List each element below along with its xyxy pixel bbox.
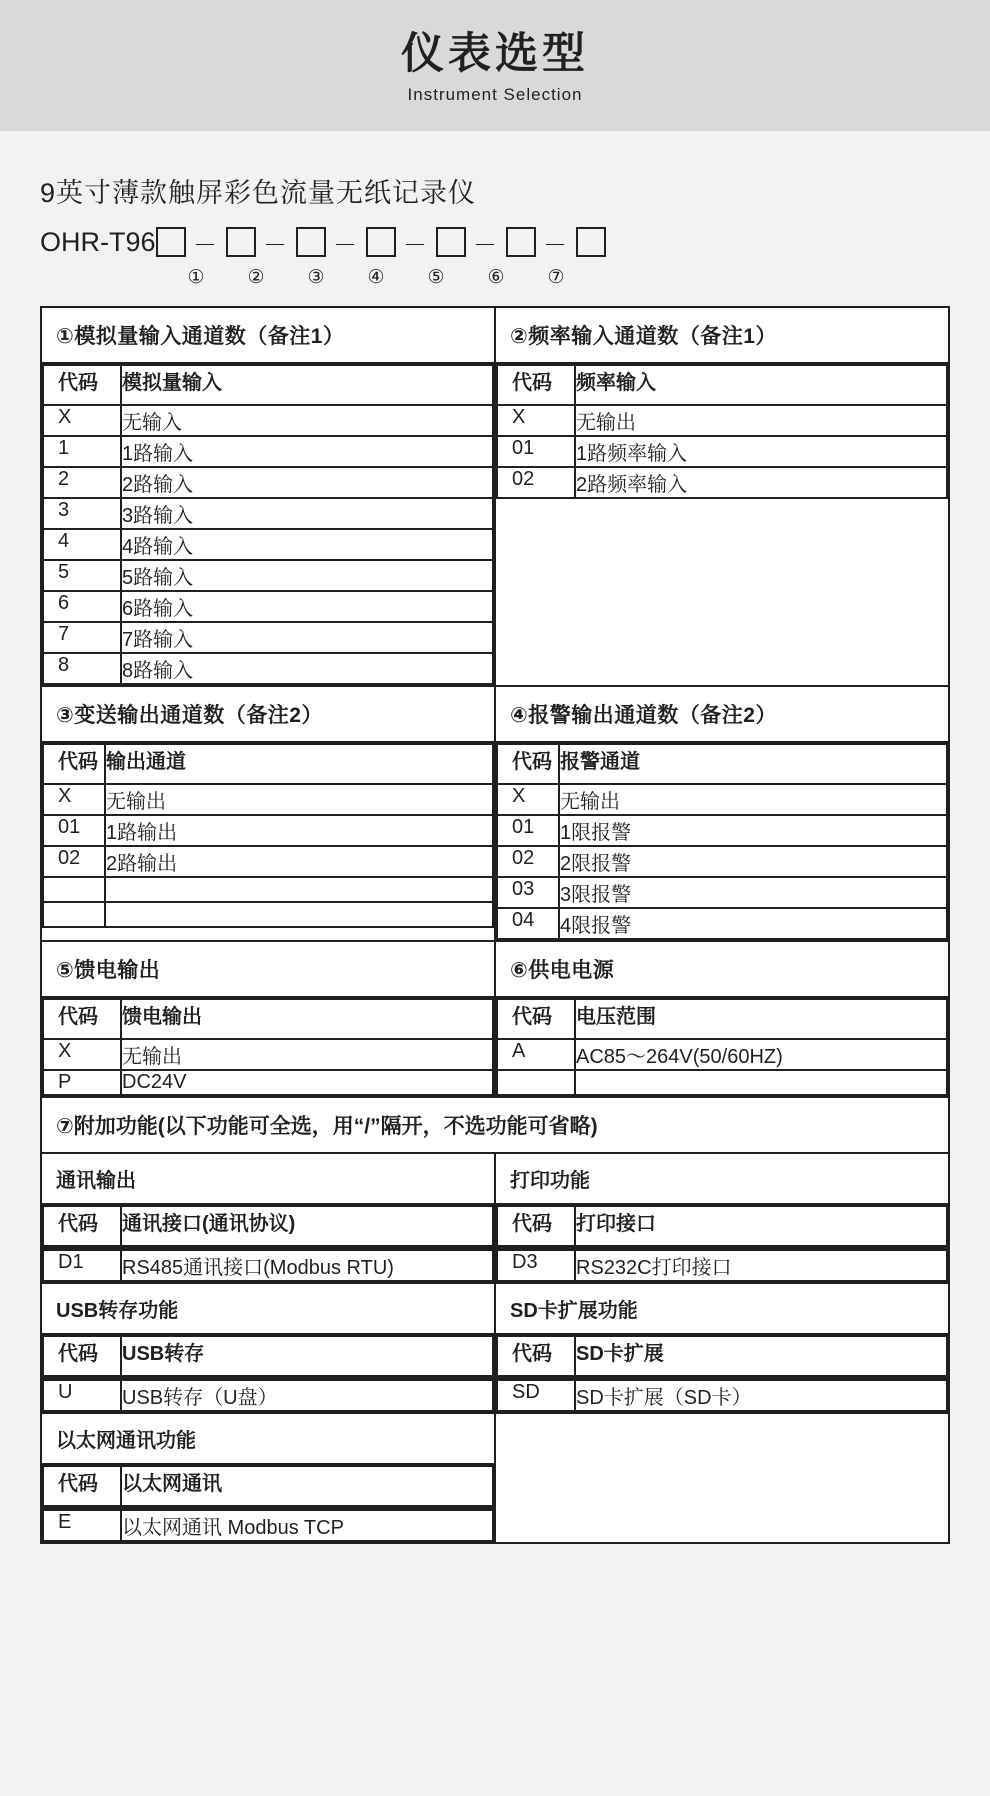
row-desc: 以太网通讯 Modbus TCP	[121, 1510, 493, 1541]
page-title-cn: 仪表选型	[401, 30, 589, 78]
table-header-row	[43, 999, 493, 1039]
row-desc: 1路输出	[105, 815, 493, 846]
group-3-table	[42, 1379, 494, 1412]
model-slot-7	[576, 227, 606, 257]
table-row	[497, 1250, 947, 1281]
row-code: 01	[43, 815, 105, 846]
row-code: 8	[43, 653, 121, 684]
group-name: 打印功能	[510, 1170, 590, 1193]
group-3-header-table	[42, 1335, 494, 1377]
col-desc: 打印接口	[575, 1206, 947, 1246]
row-code: 7	[43, 622, 121, 653]
section-1-header-cell	[41, 307, 495, 363]
row-desc: 8路输入	[121, 653, 493, 684]
group-4-header-table	[496, 1335, 948, 1377]
row-desc: 1路输入	[121, 436, 493, 467]
table-row	[43, 622, 493, 653]
group-2-rows	[495, 1248, 949, 1283]
table-header-row	[43, 744, 493, 784]
table-row	[497, 467, 947, 498]
col-desc: 电压范围	[575, 999, 947, 1039]
group-name: 以太网通讯功能	[56, 1430, 196, 1453]
table-row	[497, 784, 947, 815]
group-2-header-row	[495, 1204, 949, 1248]
row-desc: 无输入	[121, 405, 493, 436]
group-3-header-row	[41, 1334, 495, 1378]
group-5-header-table	[42, 1465, 494, 1507]
table-row	[43, 653, 493, 684]
group-name: SD卡扩展功能	[510, 1300, 638, 1323]
model-dash-4: －	[403, 231, 429, 259]
section-5-body	[41, 997, 495, 1097]
col-desc: 频率输入	[575, 365, 947, 405]
col-code: 代码	[43, 365, 121, 405]
row-desc: 无输出	[559, 784, 947, 815]
group-2-table	[496, 1249, 948, 1282]
model-slot-4	[366, 227, 396, 257]
section-4-table	[496, 743, 948, 940]
table-row	[43, 529, 493, 560]
row-code: 3	[43, 498, 121, 529]
group-5-name-cell	[41, 1413, 495, 1464]
row-desc: 1限报警	[559, 815, 947, 846]
table-header-row	[497, 1336, 947, 1376]
group-5-header-row	[41, 1464, 495, 1508]
table-row	[497, 815, 947, 846]
table-row	[43, 1039, 493, 1070]
empty-cell	[495, 1413, 949, 1543]
row-code: X	[43, 1039, 121, 1070]
section-6-header-cell	[495, 941, 949, 997]
model-prefix: OHR-T96	[40, 226, 156, 257]
table-row	[497, 877, 947, 908]
section-2-title: ②频率输入通道数（备注1）	[510, 325, 777, 349]
col-desc: 输出通道	[105, 744, 493, 784]
col-desc: 以太网通讯	[121, 1466, 493, 1506]
section-7-header-cell	[41, 1097, 949, 1153]
table-row	[497, 1039, 947, 1070]
table-row	[43, 436, 493, 467]
row-desc: AC85～264V(50/60HZ)	[575, 1039, 947, 1070]
table-row-spacer	[497, 1070, 947, 1095]
col-desc: 报警通道	[559, 744, 947, 784]
table-row	[43, 1510, 493, 1541]
row-code: 01	[497, 815, 559, 846]
section-2-body	[495, 363, 949, 686]
page-header	[0, 0, 990, 131]
model-slot-1	[156, 227, 186, 257]
row-code: 6	[43, 591, 121, 622]
table-row	[497, 908, 947, 939]
row-desc: 4路输入	[121, 529, 493, 560]
page-title-en: Instrument Selection	[407, 85, 583, 105]
section-3-title: ③变送输出通道数（备注2）	[56, 704, 323, 728]
col-desc: SD卡扩展	[575, 1336, 947, 1376]
row-desc: 无输出	[105, 784, 493, 815]
section-4-body	[495, 742, 949, 941]
model-slot-6	[506, 227, 536, 257]
row-desc: 4限报警	[559, 908, 947, 939]
row-desc: 2路频率输入	[575, 467, 947, 498]
model-dash-2: －	[263, 231, 289, 259]
section-6-table	[496, 998, 948, 1096]
group-4-header-row	[495, 1334, 949, 1378]
row-code: D3	[497, 1250, 575, 1281]
row-desc: USB转存（U盘）	[121, 1380, 493, 1411]
section-6-body	[495, 997, 949, 1097]
table-row	[43, 815, 493, 846]
table-header-row	[43, 365, 493, 405]
group-5-table	[42, 1509, 494, 1542]
row-code: SD	[497, 1380, 575, 1411]
col-desc: USB转存	[121, 1336, 493, 1376]
col-code: 代码	[497, 1206, 575, 1246]
row-desc: 3限报警	[559, 877, 947, 908]
table-row	[43, 405, 493, 436]
col-code: 代码	[43, 1206, 121, 1246]
row-code: X	[497, 784, 559, 815]
table-row	[43, 1380, 493, 1411]
model-dash-5: －	[473, 231, 499, 259]
table-header-row	[497, 999, 947, 1039]
col-code: 代码	[43, 744, 105, 784]
table-row	[497, 405, 947, 436]
row-desc: 2路输出	[105, 846, 493, 877]
section-4-header-cell	[495, 686, 949, 742]
table-header-row	[43, 1336, 493, 1376]
table-row-spacer	[43, 902, 493, 927]
model-dash-3: －	[333, 231, 359, 259]
section-3-body	[41, 742, 495, 941]
row-code: 02	[43, 846, 105, 877]
row-desc: DC24V	[121, 1070, 493, 1095]
spec-table-3-4	[40, 685, 950, 942]
row-code: 1	[43, 436, 121, 467]
marker-3: ③	[307, 267, 325, 289]
col-code: 代码	[43, 999, 121, 1039]
table-row-spacer	[43, 877, 493, 902]
group-5-rows	[41, 1508, 495, 1543]
model-slot-5	[436, 227, 466, 257]
col-code: 代码	[497, 1336, 575, 1376]
section-3-table	[42, 743, 494, 928]
section-7-title: ⑦附加功能(以下功能可全选，用“/”隔开，不选功能可省略)	[56, 1115, 598, 1139]
col-code: 代码	[497, 999, 575, 1039]
row-desc: RS485通讯接口(Modbus RTU)	[121, 1250, 493, 1281]
table-row	[497, 436, 947, 467]
row-desc: 2限报警	[559, 846, 947, 877]
table-row	[497, 1380, 947, 1411]
table-header-row	[497, 744, 947, 784]
group-3-name-cell	[41, 1283, 495, 1334]
row-code: 5	[43, 560, 121, 591]
table-row	[43, 1250, 493, 1281]
section-6-title: ⑥供电电源	[510, 959, 615, 983]
row-code: 02	[497, 846, 559, 877]
section-2-table	[496, 364, 948, 499]
row-desc: 无输出	[121, 1039, 493, 1070]
row-desc: 2路输入	[121, 467, 493, 498]
section-5-table	[42, 998, 494, 1096]
row-code: A	[497, 1039, 575, 1070]
marker-7: ⑦	[547, 267, 565, 289]
row-desc: 无输出	[575, 405, 947, 436]
row-desc: 1路频率输入	[575, 436, 947, 467]
table-row	[497, 846, 947, 877]
group-name: USB转存功能	[56, 1300, 179, 1323]
row-code: X	[497, 405, 575, 436]
table-row	[43, 846, 493, 877]
section-5-title: ⑤馈电输出	[56, 959, 161, 983]
row-desc: 6路输入	[121, 591, 493, 622]
section-4-title: ④报警输出通道数（备注2）	[510, 704, 777, 728]
col-desc: 通讯接口(通讯协议)	[121, 1206, 493, 1246]
table-header-row	[43, 1466, 493, 1506]
row-desc: 3路输入	[121, 498, 493, 529]
group-1-header-table	[42, 1205, 494, 1247]
row-code: P	[43, 1070, 121, 1095]
marker-1: ①	[187, 267, 205, 289]
row-code: 04	[497, 908, 559, 939]
row-code: 03	[497, 877, 559, 908]
marker-6: ⑥	[487, 267, 505, 289]
model-slot-3	[296, 227, 326, 257]
group-3-rows	[41, 1378, 495, 1413]
table-row	[43, 784, 493, 815]
model-marker-row	[40, 266, 950, 292]
col-code: 代码	[43, 1336, 121, 1376]
spec-table-5-6	[40, 940, 950, 1098]
row-code: U	[43, 1380, 121, 1411]
marker-2: ②	[247, 267, 265, 289]
group-1-rows	[41, 1248, 495, 1283]
table-header-row	[497, 365, 947, 405]
row-code: D1	[43, 1250, 121, 1281]
group-1-header-row	[41, 1204, 495, 1248]
model-dash-6: －	[543, 231, 569, 259]
table-row	[43, 1070, 493, 1095]
col-code: 代码	[497, 365, 575, 405]
group-2-name-cell	[495, 1153, 949, 1204]
row-code: 01	[497, 436, 575, 467]
row-code: 4	[43, 529, 121, 560]
section-3-header-cell	[41, 686, 495, 742]
page-body	[0, 131, 990, 1568]
model-slot-2	[226, 227, 256, 257]
group-4-table	[496, 1379, 948, 1412]
model-dash-1: －	[193, 231, 219, 259]
group-1-name-cell	[41, 1153, 495, 1204]
row-code: 2	[43, 467, 121, 498]
marker-5: ⑤	[427, 267, 445, 289]
group-2-header-table	[496, 1205, 948, 1247]
table-row	[43, 498, 493, 529]
row-code: E	[43, 1510, 121, 1541]
table-row	[43, 467, 493, 498]
row-desc: 5路输入	[121, 560, 493, 591]
group-4-name-cell	[495, 1283, 949, 1334]
row-code: X	[43, 405, 121, 436]
model-code-row	[40, 222, 950, 262]
group-1-table	[42, 1249, 494, 1282]
group-4-rows	[495, 1378, 949, 1413]
row-desc: RS232C打印接口	[575, 1250, 947, 1281]
table-header-row	[43, 1206, 493, 1246]
section-1-table	[42, 364, 494, 685]
group-name: 通讯输出	[56, 1170, 136, 1193]
section-2-header-cell	[495, 307, 949, 363]
marker-4: ④	[367, 267, 385, 289]
spec-table-1-2	[40, 306, 950, 687]
col-code: 代码	[43, 1466, 121, 1506]
table-row	[43, 591, 493, 622]
row-desc: SD卡扩展（SD卡）	[575, 1380, 947, 1411]
col-desc: 模拟量输入	[121, 365, 493, 405]
col-desc: 馈电输出	[121, 999, 493, 1039]
section-1-title: ①模拟量输入通道数（备注1）	[56, 325, 345, 349]
spec-table-7	[40, 1096, 950, 1544]
row-code: 02	[497, 467, 575, 498]
col-code: 代码	[497, 744, 559, 784]
section-1-body	[41, 363, 495, 686]
product-name: 9英寸薄款触屏彩色流量无纸记录仪	[40, 178, 477, 209]
section-5-header-cell	[41, 941, 495, 997]
table-row	[43, 560, 493, 591]
row-desc: 7路输入	[121, 622, 493, 653]
table-header-row	[497, 1206, 947, 1246]
row-code: X	[43, 784, 105, 815]
